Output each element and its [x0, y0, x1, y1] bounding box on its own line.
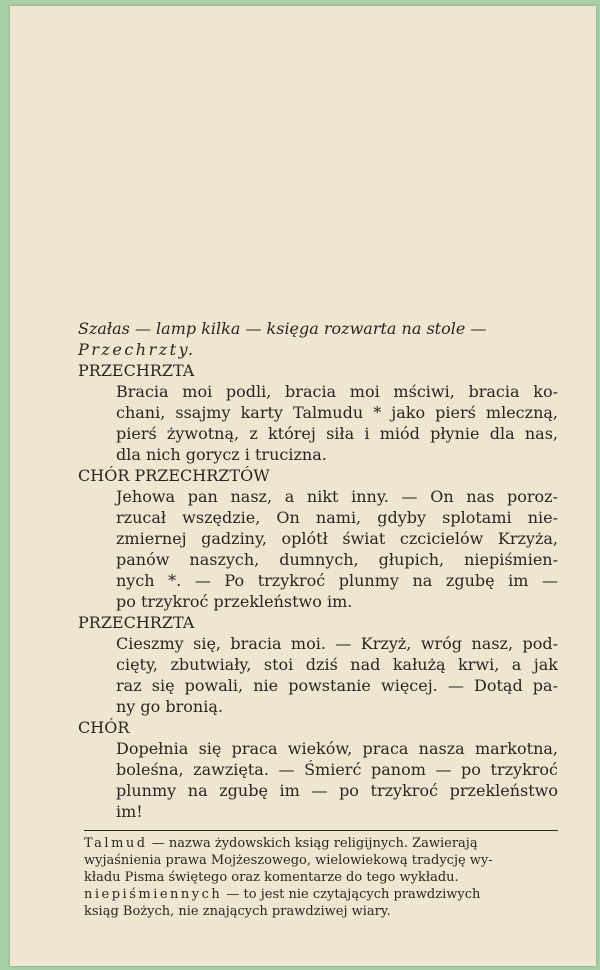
footnote-text: — nazwa żydowskich ksiąg religijnych. Zawierają: [147, 836, 478, 851]
drama-text: [78, 318, 558, 822]
footnote-line: [84, 835, 558, 852]
speech-line: pierś żywotną, z której siła i miód płynie dla nas,: [116, 424, 558, 443]
speech-line: dla nich gorycz i trucizna.: [116, 445, 327, 464]
speech-line: raz się powali, nie powstanie więcej. — Dotąd pa-: [116, 676, 558, 695]
footnotes: [84, 835, 558, 920]
speech-line: chani, ssajmy karty Talmudu * jako pierś mleczną,: [116, 403, 558, 422]
footnote-line: ksiąg Bożych, nie znających prawdziwej wiary.: [84, 904, 391, 919]
speaker-name: PRZECHRZTA: [78, 361, 195, 380]
speech-line: boleśna, zawzięta. — Śmierć panom — po trzykroć: [116, 760, 558, 779]
speech-line: zmiernej gadziny, oplótł świat czcicielów Krzyża,: [116, 529, 558, 548]
footnote-line: kładu Pisma świętego oraz komentarze do tego wykładu.: [84, 870, 459, 885]
speech-line: Bracia moi podli, bracia moi mściwi, bracia ko-: [116, 382, 558, 401]
footnote-rule: [84, 830, 558, 831]
footnote-line: wyjaśnienia prawa Mojżeszowego, wielowiekową tradycję wy-: [84, 853, 493, 868]
speech-line: nych *. — Po trzykroć plunmy na zgubę im —: [116, 571, 558, 590]
speech-line: panów naszych, dumnych, głupich, niepiśmien-: [116, 550, 558, 569]
speech-line: ny go bronią.: [116, 697, 223, 716]
speaker-name: PRZECHRZTA: [78, 613, 195, 632]
speech-line: rzucał wszędzie, On nami, gdyby splotami nie-: [116, 508, 558, 527]
speech-line: cięty, zbutwiały, stoi dziś nad kałużą krwi, a jak: [116, 655, 558, 674]
footnote-line: [84, 886, 558, 903]
footnote-term: niepiśmiennych: [84, 887, 223, 902]
speech-line: po trzykroć przekleństwo im.: [116, 592, 353, 611]
speaker-name: CHÓR: [78, 718, 130, 737]
footnote-text: — to jest nie czytających prawdziwych: [222, 887, 481, 902]
stage-direction: Szałas — lamp kilka — księga rozwarta na stole —: [78, 319, 487, 338]
speech-line: Jehowa pan nasz, a nikt inny. — On nas poroz-: [116, 487, 558, 506]
speech-line: im!: [116, 802, 143, 821]
speaker-name: CHÓR PRZECHRZTÓW: [78, 466, 270, 485]
speech-line: Dopełnia się praca wieków, praca nasza markotna,: [116, 739, 558, 758]
footnote-term: Talmud: [84, 836, 148, 851]
speech-line: Cieszmy się, bracia moi. — Krzyż, wróg nasz, pod-: [116, 634, 558, 653]
stage-direction-characters: Przechrzty.: [78, 340, 196, 359]
speech-line: plunmy na zgubę im — po trzykroć przekleństwo: [116, 781, 558, 800]
